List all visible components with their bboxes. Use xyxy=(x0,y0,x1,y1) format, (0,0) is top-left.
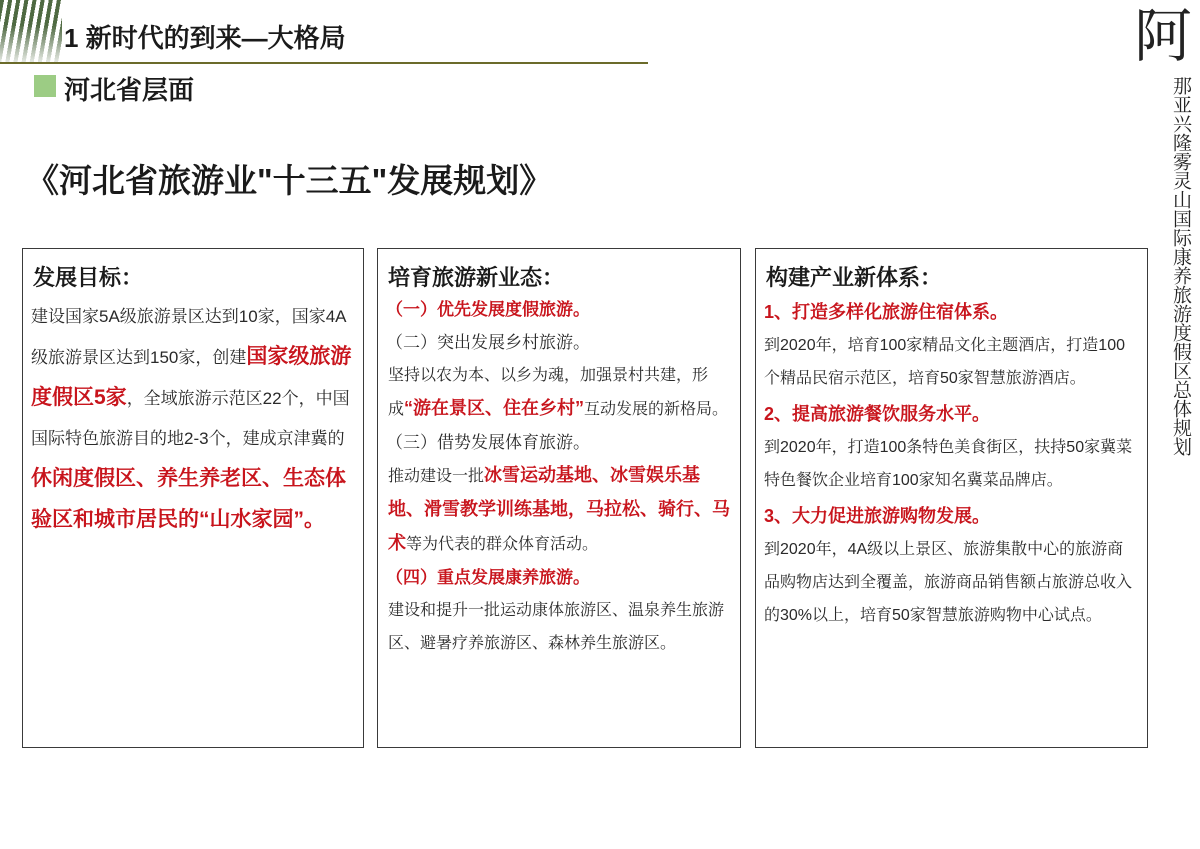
item-highlight: “游在景区、住在乡村” xyxy=(404,398,585,418)
sub-title: 河北省层面 xyxy=(64,75,195,105)
item-heading: （三）借势发展体育旅游。 xyxy=(386,433,590,452)
subtitle-square-icon xyxy=(34,75,56,97)
card-title: 发展目标： xyxy=(33,265,144,290)
item-text: 推动建设一批冰雪运动基地、冰雪娱乐基地、滑雪教学训练基地，马拉松、骑行、马术等为代表的群众体育活动。 xyxy=(388,465,730,553)
brand-vertical-title: 那亚兴隆雾灵山国际康养旅游度假区总体规划 xyxy=(1170,76,1192,456)
item-heading: （一）优先发展度假旅游。 xyxy=(386,300,590,319)
item-heading: 3、大力促进旅游购物发展。 xyxy=(764,506,991,526)
item-heading: （二）突出发展乡村旅游。 xyxy=(386,333,590,352)
item-text: 到2020年，培育100家精品文化主题酒店，打造100个精品民宿示范区，培育50家智慧旅游酒店。 xyxy=(764,337,1125,387)
goal-highlight: 休闲度假区、养生养老区、生态体验区和城市居民的“山水家园”。 xyxy=(31,467,346,531)
goal-text: 建设国家5A级旅游景区达到10家，国家4A级旅游景区达到150家，创建 xyxy=(31,307,347,367)
goal-text: ，全域旅游示范区22个，中国国际特色旅游目的地2-3个，建成京津冀的 xyxy=(31,389,350,448)
item-heading: 2、提高旅游餐饮服务水平。 xyxy=(764,404,991,424)
section-title: 1 新时代的到来—大格局 xyxy=(64,23,346,53)
new-business-card xyxy=(377,248,741,748)
goal-highlight: 国家级旅游度假区5家 xyxy=(31,345,352,409)
item-highlight: 冰雪运动基地、冰雪娱乐基地、滑雪教学训练基地，马拉松、骑行、马术 xyxy=(388,465,730,553)
card-body xyxy=(31,297,355,541)
item-text: 到2020年，打造100条特色美食街区，扶持50家冀菜特色餐饮企业培育100家知名冀菜品牌店。 xyxy=(764,439,1133,489)
item-text: 建设和提升一批运动康体旅游区、温泉养生旅游区、避暑疗养旅游区、森林养生旅游区。 xyxy=(388,602,725,652)
card-title: 构建产业新体系： xyxy=(766,265,943,290)
item-text: 坚持以农为本、以乡为魂，加强景村共建，形成“游在景区、住在乡村”互动发展的新格局。 xyxy=(388,367,729,418)
item-heading: 1、打造多样化旅游住宿体系。 xyxy=(764,302,1009,322)
card-title: 培育旅游新业态： xyxy=(388,265,565,290)
development-goals-card xyxy=(22,248,364,748)
title-divider xyxy=(0,62,648,64)
document-title: 《河北省旅游业"十三五"发展规划》 xyxy=(26,162,553,199)
brand-logo-char: 阿 xyxy=(1133,2,1192,70)
item-heading: （四）重点发展康养旅游。 xyxy=(386,568,590,587)
item-text: 到2020年，4A级以上景区、旅游集散中心的旅游商品购物店达到全覆盖，旅游商品销售额占旅游总收入的30%以上，培育50家智慧旅游购物中心试点。 xyxy=(764,541,1133,624)
industry-system-card xyxy=(755,248,1148,748)
corner-stripe-decoration xyxy=(0,0,62,62)
